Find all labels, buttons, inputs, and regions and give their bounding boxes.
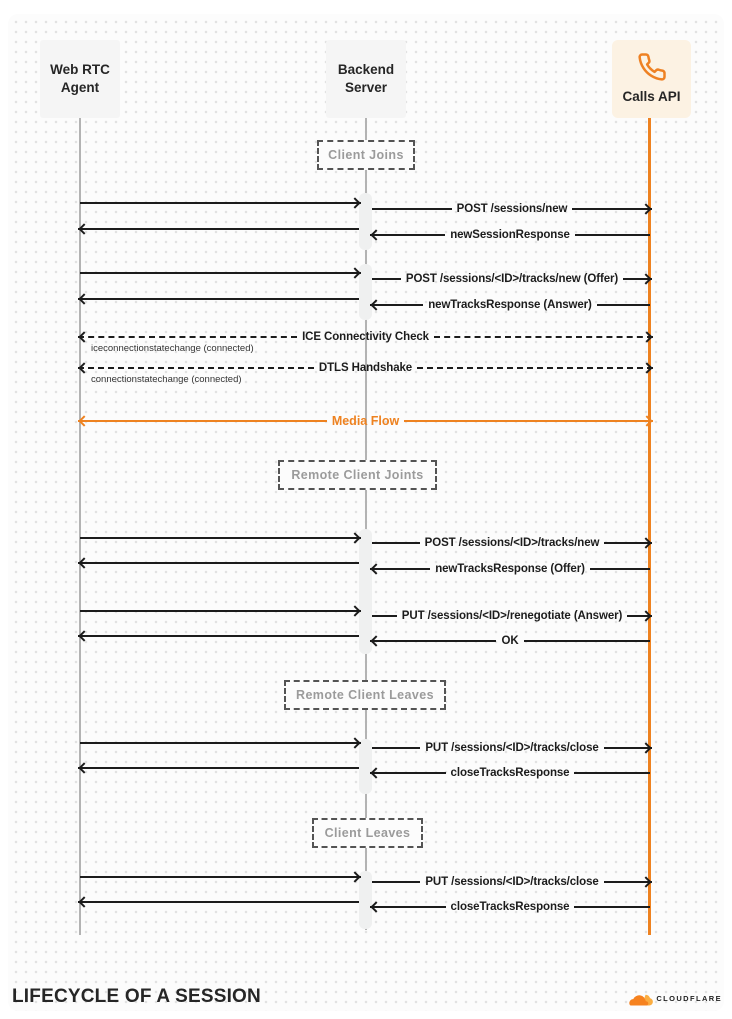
actor-label-line: Server bbox=[344, 80, 388, 95]
actor-web-rtc-agent bbox=[40, 40, 120, 118]
step-label: Client Joins bbox=[328, 148, 404, 162]
step-label: Remote Client Joints bbox=[291, 468, 424, 482]
arrowhead-left-icon bbox=[78, 293, 89, 304]
arrowhead-left-icon bbox=[78, 630, 89, 641]
response-arrow-calls-to-backend bbox=[372, 633, 650, 649]
ice-event-sublabel: iceconnectionstatechange (connected) bbox=[91, 343, 254, 354]
arrowhead-left-icon bbox=[78, 223, 89, 234]
message-label: PUT /sessions/<ID>/renegotiate (Answer) bbox=[401, 610, 623, 622]
message-label: Media Flow bbox=[331, 414, 400, 428]
message-label: newTracksResponse (Answer) bbox=[428, 299, 592, 311]
response-arrow-backend-to-agent bbox=[80, 760, 359, 776]
request-arrow-backend-to-calls bbox=[372, 608, 650, 624]
arrowhead-right-icon bbox=[641, 362, 652, 373]
arrowhead-right-icon bbox=[641, 415, 652, 426]
activation-bar bbox=[359, 739, 372, 794]
arrowhead-right-icon bbox=[641, 331, 652, 342]
response-arrow-calls-to-backend bbox=[372, 227, 650, 243]
response-arrow-calls-to-backend bbox=[372, 899, 650, 915]
arrowhead-left-icon bbox=[370, 229, 381, 240]
message-label: closeTracksResponse bbox=[450, 901, 570, 913]
arrowhead-right-icon bbox=[640, 876, 651, 887]
arrowhead-left-icon bbox=[370, 563, 381, 574]
request-arrow-backend-to-calls bbox=[372, 535, 650, 551]
arrowhead-right-icon bbox=[349, 605, 360, 616]
arrowhead-left-icon bbox=[78, 762, 89, 773]
message-label: ICE Connectivity Check bbox=[302, 331, 429, 343]
arrowhead-right-icon bbox=[349, 197, 360, 208]
arrowhead-right-icon bbox=[640, 610, 651, 621]
message-label: PUT /sessions/<ID>/tracks/close bbox=[425, 876, 599, 888]
actor-label-line: Backend bbox=[337, 61, 395, 77]
response-arrow-backend-to-agent bbox=[80, 221, 359, 237]
message-label: newSessionResponse bbox=[450, 229, 570, 241]
arrowhead-left-icon bbox=[78, 415, 89, 426]
arrowhead-right-icon bbox=[640, 273, 651, 284]
cloudflare-cloud-icon bbox=[627, 990, 653, 1007]
arrowhead-left-icon bbox=[78, 557, 89, 568]
request-arrow-agent-to-backend bbox=[80, 603, 359, 619]
dtls-event-sublabel: connectionstatechange (connected) bbox=[91, 374, 242, 385]
message-label: DTLS Handshake bbox=[318, 362, 413, 374]
step-remote-client-leaves bbox=[284, 680, 446, 710]
response-arrow-backend-to-agent bbox=[80, 628, 359, 644]
step-client-leaves bbox=[312, 818, 423, 848]
message-label: POST /sessions/<ID>/tracks/new (Offer) bbox=[405, 273, 619, 285]
arrowhead-left-icon bbox=[78, 331, 89, 342]
request-arrow-agent-to-backend bbox=[80, 869, 359, 885]
step-label: Remote Client Leaves bbox=[296, 688, 434, 702]
message-label: newTracksResponse (Offer) bbox=[435, 563, 585, 575]
step-remote-client-joints bbox=[278, 460, 437, 490]
actor-label-line: Agent bbox=[60, 80, 100, 95]
cloudflare-logo bbox=[627, 990, 722, 1007]
request-arrow-agent-to-backend bbox=[80, 530, 359, 546]
request-arrow-backend-to-calls bbox=[372, 740, 650, 756]
arrowhead-right-icon bbox=[640, 537, 651, 548]
lifeline-web-rtc-agent bbox=[79, 118, 81, 935]
actor-label-line: Web RTC bbox=[50, 61, 110, 77]
response-arrow-calls-to-backend bbox=[372, 297, 650, 313]
response-arrow-backend-to-agent bbox=[80, 555, 359, 571]
request-arrow-backend-to-calls bbox=[372, 271, 650, 287]
actor-calls-api bbox=[612, 40, 691, 118]
request-arrow-agent-to-backend bbox=[80, 735, 359, 751]
actor-label: Calls API bbox=[622, 88, 681, 104]
page-title: LIFECYCLE OF A SESSION bbox=[12, 986, 261, 1007]
actor-backend-server bbox=[326, 40, 406, 118]
arrowhead-left-icon bbox=[370, 767, 381, 778]
arrowhead-right-icon bbox=[349, 267, 360, 278]
message-label: POST /sessions/<ID>/tracks/new bbox=[424, 537, 600, 549]
request-arrow-backend-to-calls bbox=[372, 201, 650, 217]
arrowhead-right-icon bbox=[640, 742, 651, 753]
message-label: OK bbox=[501, 635, 519, 647]
response-arrow-backend-to-agent bbox=[80, 894, 359, 910]
arrowhead-left-icon bbox=[78, 896, 89, 907]
response-arrow-calls-to-backend bbox=[372, 765, 650, 781]
message-label: POST /sessions/new bbox=[456, 203, 568, 215]
step-client-joins bbox=[317, 140, 415, 170]
response-arrow-calls-to-backend bbox=[372, 561, 650, 577]
brand-name: CLOUDFLARE bbox=[656, 994, 722, 1003]
arrowhead-left-icon bbox=[370, 299, 381, 310]
arrowhead-right-icon bbox=[349, 532, 360, 543]
arrowhead-left-icon bbox=[78, 362, 89, 373]
message-label: PUT /sessions/<ID>/tracks/close bbox=[425, 742, 599, 754]
response-arrow-backend-to-agent bbox=[80, 291, 359, 307]
arrowhead-left-icon bbox=[370, 635, 381, 646]
message-label: closeTracksResponse bbox=[450, 767, 570, 779]
request-arrow-backend-to-calls bbox=[372, 874, 650, 890]
phone-icon bbox=[637, 52, 667, 82]
arrowhead-left-icon bbox=[370, 901, 381, 912]
arrowhead-right-icon bbox=[349, 871, 360, 882]
request-arrow-agent-to-backend bbox=[80, 265, 359, 281]
media-flow-arrow bbox=[80, 413, 651, 429]
step-label: Client Leaves bbox=[324, 826, 411, 840]
request-arrow-agent-to-backend bbox=[80, 195, 359, 211]
arrowhead-right-icon bbox=[640, 203, 651, 214]
activation-bar bbox=[359, 529, 372, 654]
activation-bar bbox=[359, 871, 372, 929]
arrowhead-right-icon bbox=[349, 737, 360, 748]
